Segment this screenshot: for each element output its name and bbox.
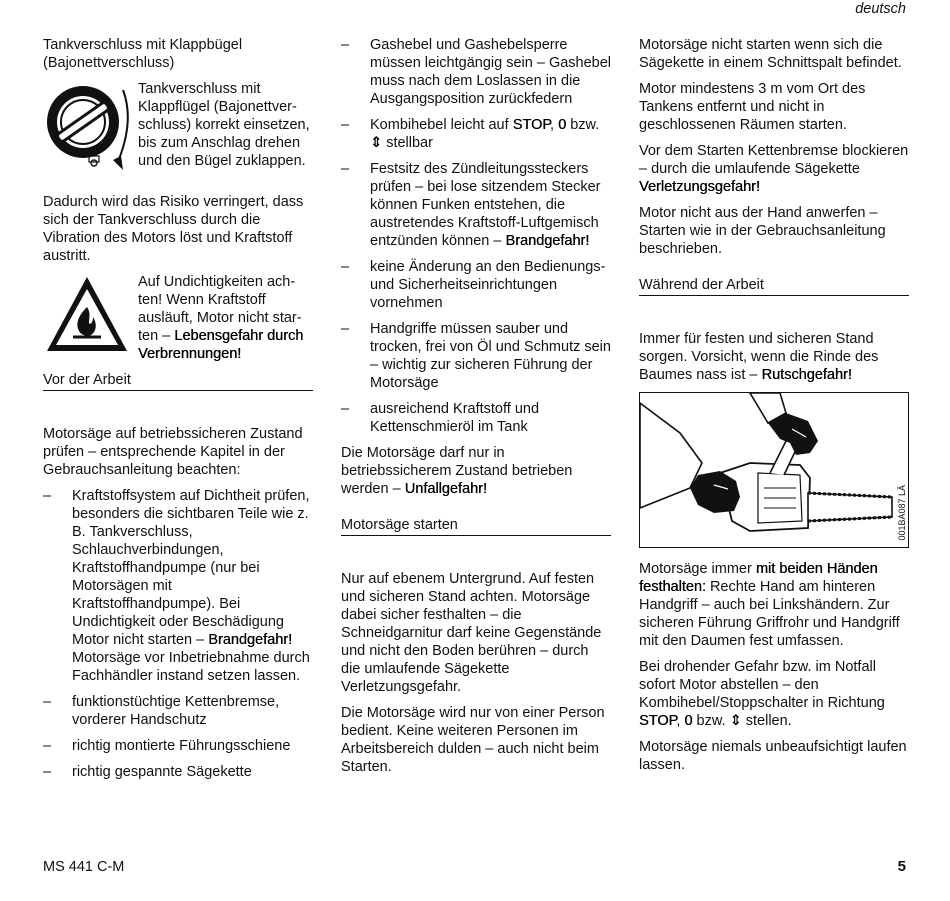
list-item: – Kombihebel leicht auf STOP, 0 bzw. ⇕ stellbar — [341, 117, 600, 151]
chain-brake-text — [639, 142, 909, 196]
list-item: – richtig gespannte Sägekette — [43, 764, 252, 780]
tank-cap-text: Tankverschluss mit Klappflügel (Bajonettver-schluss) korrekt einsetzen, bis zum Anschlag drehen und den Bügel zuklappen. — [138, 81, 310, 169]
column-2 — [341, 36, 611, 784]
list-item: – keine Änderung an den Bedienungs- und Sicherheitseinrichtungen vornehmen — [341, 259, 606, 311]
list-item: – ausreichend Kraftstoff und Kettenschmieröl im Tank — [341, 401, 540, 435]
list-item: – Festsitz des Zündleitungssteckers prüfen – bei lose sitzendem Stecker können Funken entstehen, die austretendes Kraftstoff-Luftgemisch entzünden können – Brandgefahr! — [341, 161, 601, 249]
two-hands-text — [639, 560, 909, 650]
single-person-text: Die Motorsäge wird nur von einer Person bedient. Keine weiteren Personen im Arbeitsbereich dulden – auch nicht beim Starten. — [341, 705, 605, 775]
section-before-work: Vor der Arbeit — [43, 371, 313, 391]
start-text: Nur auf ebenem Untergrund. Auf festen und sicheren Stand achten. Motorsäge dabei sicher festhalten – die Schneidgarnitur darf keine Gegenstände und nicht den Boden berühren – durch die umlaufende Sägekette Verletzungsgefahr. — [341, 571, 602, 695]
stop-label: STOP — [512, 117, 551, 133]
list-item: – funktionstüchtige Kettenbremse, vorderer Handschutz — [43, 694, 280, 728]
list-item: – Gashebel und Gashebelsperre müssen leichtgängig sein – Gashebel muss nach dem Loslassen in die Ausgangsposition zurückfedern — [341, 37, 612, 107]
emergency-stop-text: Bei drohender Gefahr bzw. im Notfall sofort Motor abstellen – den Kombihebel/Stoppschalter in Richtung STOP, 0 bzw. ⇕ stellen. — [639, 659, 885, 729]
fuel-leak-warning — [43, 273, 313, 363]
emergency-tail: stellen. — [745, 713, 792, 729]
list-item-text: richtig montierte Führungsschiene — [72, 738, 291, 754]
emergency-body: Bei drohender Gefahr bzw. im Notfall sofort Motor abstellen – den Kombihebel/Stoppschalter in Richtung — [639, 659, 885, 711]
list-item: – richtig montierte Führungsschiene — [43, 738, 291, 754]
burn-danger-warning: Lebensgefahr durch Verbrennungen! — [138, 328, 304, 362]
start-distance-text: Motor mindestens 3 m vom Ort des Tankens entfernt und nicht in geschlossenen Räumen starten. — [639, 81, 866, 133]
fire-danger-warning: Brandgefahr! — [505, 233, 590, 249]
tank-cap-heading: Tankverschluss mit Klappbügel (Bajonettverschluss) — [43, 37, 243, 71]
list-item-text: funktionstüchtige Kettenbremse, vorderer Handschutz — [72, 694, 280, 728]
two-hands-pre: Motorsäge immer — [639, 561, 752, 577]
injury-danger-warning: Verletzungsgefahr! — [639, 179, 760, 195]
risk-text: Dadurch wird das Risiko verringert, dass sich der Tankverschluss durch die Vibration des Motors löst und Kraftstoff austritt. — [43, 194, 304, 264]
fuel-leak-body: Auf Undichtigkeiten ach-ten! Wenn Kraftstoff ausläuft, Motor nicht star-ten – — [138, 274, 302, 344]
list-item: – Handgriffe müssen sauber und trocken, frei von Öl und Schmutz sein – wichtig zur sicheren Führung der Motorsäge — [341, 321, 611, 391]
list-item-text: stellbar — [386, 135, 433, 151]
page-number: 5 — [897, 858, 906, 875]
list-item-text: keine Änderung an den Bedienungs- und Sicherheitseinrichtungen vornehmen — [370, 259, 606, 311]
chain-brake-body: Vor dem Starten Kettenbremse blockieren – durch die umlaufende Sägekette — [639, 143, 909, 177]
tank-cap-instruction — [43, 80, 313, 185]
list-item-text: Gashebel und Gashebelsperre müssen leichtgängig sein – Gashebel muss nach dem Loslassen in die Ausgangsposition zurückfedern — [370, 37, 612, 107]
page-language: deutsch — [855, 1, 906, 17]
list-item-text: Kraftstoffsystem auf Dichtheit prüfen, besonders die sichtbaren Teile wie z. B. Tankverschluss, Schlauchverbindungen, Kraftstoffhandpumpe (nur bei Motorsägen mit Kraftstoffhandpumpe). Bei Undichtigkeit oder Beschädigung Motor nicht starten – — [72, 488, 310, 648]
operate-condition-text — [341, 444, 611, 498]
accident-danger-warning: Unfallgefahr! — [404, 481, 487, 497]
illustration-code: 001BA087 LÄ — [897, 485, 907, 541]
section-start-saw: Motorsäge starten — [341, 516, 611, 536]
column-3 — [639, 36, 909, 782]
list-item-text: richtig gespannte Sägekette — [72, 764, 252, 780]
no-drop-start-text: Motor nicht aus der Hand anwerfen – Starten wie in der Gebrauchsanleitung beschrieben. — [639, 205, 886, 257]
list-item-text: Festsitz des Zündleitungssteckers prüfen – bei lose sitzendem Stecker können Funken entstehen, die austretendes Kraftstoff-Luftgemisch entzünden können – — [370, 161, 601, 249]
list-item: – Kraftstoffsystem auf Dichtheit prüfen, besonders die sichtbaren Teile wie z. B. Tankverschluss, Schlauchverbindungen, Kraftstoffhandpumpe (nur bei Motorsägen mit Kraftstoffhandpumpe). Bei Undichtigkeit oder Beschädigung Motor nicht starten – Brandgefahr! Motorsäge vor Inbetriebnahme durch Fachhändler instand setzen lassen. — [43, 488, 310, 684]
model-footer: MS 441 C-M — [43, 859, 125, 875]
emergency-bzw: bzw. — [696, 713, 726, 729]
list-item-text: Kombihebel leicht auf — [370, 117, 509, 133]
list-item-text: ausreichend Kraftstoff und Kettenschmieröl im Tank — [370, 401, 540, 435]
checklist-continued — [341, 36, 611, 436]
separator: , — [550, 117, 555, 133]
fire-danger-warning: Brandgefahr! — [208, 632, 293, 648]
list-item-text: bzw. — [570, 117, 600, 133]
section-during-work: Während der Arbeit — [639, 276, 909, 296]
before-work-intro: Motorsäge auf betriebssicheren Zustand prüfen – entsprechende Kapitel in der Gebrauchsanleitung beachten: — [43, 426, 303, 478]
two-hands-emphasis: mit beiden Händen festhalten: — [639, 561, 878, 595]
stop-label: STOP — [639, 713, 677, 729]
never-unattended-text: Motorsäge niemals unbeaufsichtigt laufen lassen. — [639, 739, 907, 773]
flammable-warning-icon — [43, 273, 131, 363]
operate-text: Die Motorsäge darf nur in betriebssicherem Zustand betrieben werden – — [341, 445, 573, 497]
two-hands-body: Rechte Hand am hinteren Handgriff – auch bei Linkshändern. Zur sicheren Führung Griffrohr und Handgriff mit den Daumen fest umfassen. — [639, 579, 900, 649]
slip-danger-warning: Rutschgefahr! — [761, 367, 852, 383]
fuel-leak-text — [131, 273, 313, 363]
bayonet-cap-icon — [43, 80, 131, 185]
stop-symbol-icon: ⇕ — [370, 135, 383, 151]
stop-symbol-icon: ⇕ — [729, 713, 742, 729]
two-hands-chainsaw-illustration — [639, 392, 909, 548]
no-start-in-cut-text: Motorsäge nicht starten wenn sich die Sägekette in einem Schnittspalt befindet. — [639, 37, 902, 71]
before-work-checklist — [43, 487, 313, 781]
stable-stance-body: Immer für festen und sicheren Stand sorgen. Vorsicht, wenn die Rinde des Baumes nass ist – — [639, 331, 879, 383]
zero-label: 0 — [684, 713, 693, 729]
list-item-text: Motorsäge vor Inbetriebnahme durch Fachhändler instand setzen lassen. — [72, 650, 310, 684]
zero-label: 0 — [558, 117, 567, 133]
stable-stance-text — [639, 330, 909, 384]
column-1 — [43, 36, 313, 789]
list-item-text: Handgriffe müssen sauber und trocken, frei von Öl und Schmutz sein – wichtig zur sicheren Führung der Motorsäge — [370, 321, 611, 391]
